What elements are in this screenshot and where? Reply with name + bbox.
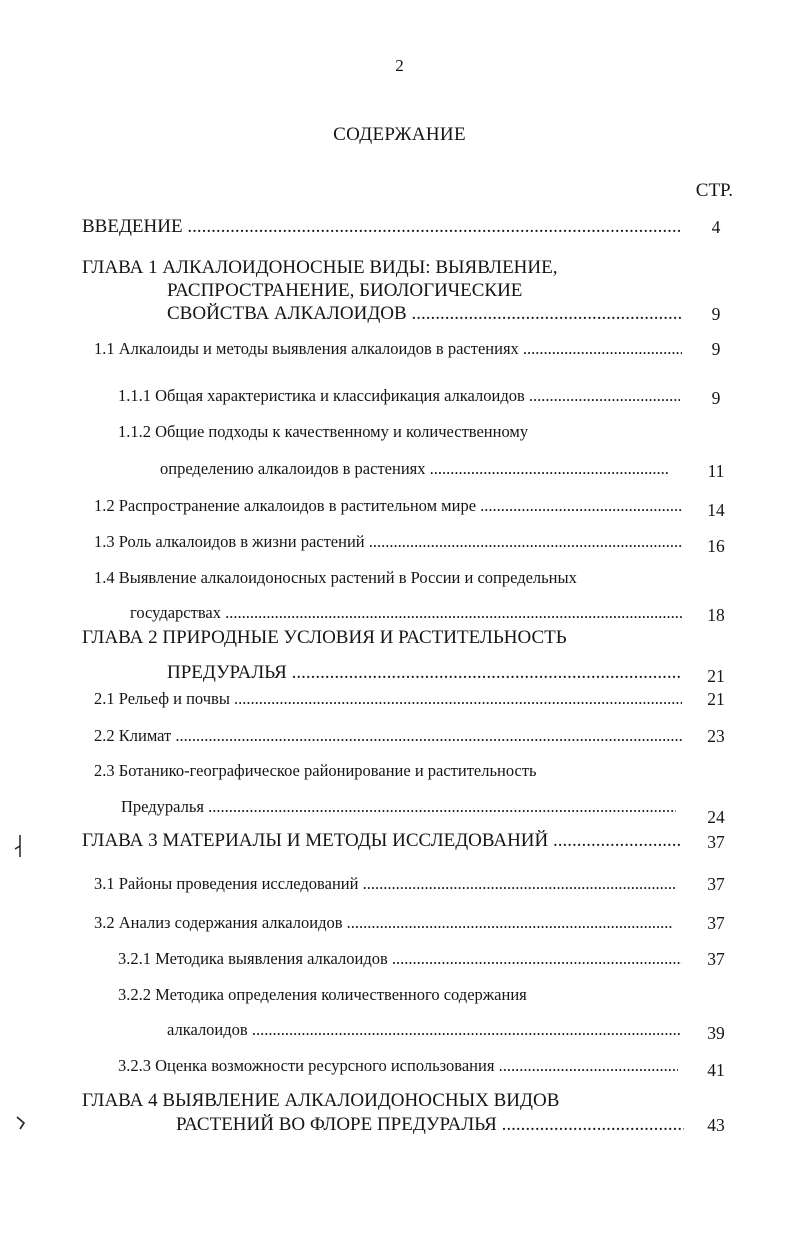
toc-page-number: 37 [707, 832, 725, 852]
toc-entry-3-1 [0, 873, 799, 903]
toc-page-number: 9 [711, 304, 721, 324]
toc-chapter-1-line-1: ГЛАВА 1 АЛКАЛОИДОНОСНЫЕ ВИДЫ: ВЫЯВЛЕНИЕ, [82, 257, 558, 278]
toc-entry-chapter-3 [0, 830, 799, 860]
margin-mark [14, 1114, 28, 1132]
toc-page-number: 11 [707, 461, 725, 481]
toc-entry-1-2 [0, 495, 799, 525]
toc-entry-text: 2.2 Климат ..... [94, 725, 682, 747]
toc-entry-text: 3.2 Анализ содержания алкалоидов ..... [94, 912, 672, 934]
toc-entry-text: государствах ..... [130, 602, 682, 624]
toc-entry-text: 3.2.1 Методика выявления алкалоидов ..... [118, 948, 682, 970]
toc-entry-2-3-line-1: 2.3 Ботанико-географическое районирование и растительность [94, 761, 537, 780]
toc-entry-3-2-3 [0, 1055, 799, 1085]
toc-page-number: 14 [707, 500, 725, 520]
toc-entry-chapter-4 [0, 1114, 799, 1144]
toc-entry-3-2-2-line-1: 3.2.2 Методика определения количественного содержания [118, 985, 527, 1004]
toc-page-number: 24 [707, 807, 725, 827]
toc-page-number: 37 [707, 949, 725, 969]
toc-entry-3-2-2 [0, 1019, 799, 1049]
toc-entry-text: ГЛАВА 3 МАТЕРИАЛЫ И МЕТОДЫ ИССЛЕДОВАНИЙ ..... [82, 830, 682, 852]
toc-page-number: 16 [707, 536, 725, 556]
toc-page-number: 37 [707, 913, 725, 933]
toc-page-number: 18 [707, 605, 725, 625]
toc-entry-chapter-1 [0, 303, 799, 333]
margin-mark [12, 833, 28, 859]
toc-page-number: 21 [707, 666, 725, 686]
toc-entry-1-1-1 [0, 385, 799, 415]
toc-entry-text: ВВЕДЕНИЕ ..... [82, 216, 682, 238]
toc-page-number: 41 [707, 1060, 725, 1080]
toc-entry-2-3 [0, 796, 799, 826]
toc-entry-1-1 [0, 338, 799, 368]
toc-entry-1-1-2 [0, 458, 799, 488]
toc-entry-text: СВОЙСТВА АЛКАЛОИДОВ ..... [167, 303, 682, 325]
toc-entry-3-2 [0, 912, 799, 942]
toc-entry-text: определению алкалоидов в растениях ..... [160, 458, 670, 480]
toc-entry-text: РАСТЕНИЙ ВО ФЛОРЕ ПРЕДУРАЛЬЯ ..... [176, 1114, 684, 1136]
toc-entry-text: 1.1 Алкалоиды и методы выявления алкалоидов в растениях ..... [94, 338, 682, 360]
page-column-header: СТР. [695, 180, 733, 201]
toc-entry-2-1 [0, 688, 799, 718]
toc-entry-1-1-2-line-1: 1.1.2 Общие подходы к качественному и количественному [118, 422, 529, 441]
toc-entry-text: ПРЕДУРАЛЬЯ ..... [167, 662, 682, 684]
toc-entry-text: 1.1.1 Общая характеристика и классификация алкалоидов ..... [118, 385, 680, 407]
toc-entry-text: 1.2 Распространение алкалоидов в растительном мире ..... [94, 495, 682, 517]
toc-entry-3-2-1 [0, 948, 799, 978]
toc-page-number: 39 [707, 1023, 725, 1043]
toc-entry-text: 2.1 Рельеф и почвы ..... [94, 688, 682, 710]
toc-page-number: 21 [707, 689, 725, 709]
toc-entry-text: алкалоидов ..... [167, 1019, 682, 1041]
page-title: СОДЕРЖАНИЕ [333, 124, 466, 145]
toc-entry-text: Предуралья ..... [121, 796, 676, 818]
toc-page-number: 37 [707, 874, 725, 894]
toc-entry-text: 3.1 Районы проведения исследований ..... [94, 873, 676, 895]
toc-entry-text: 3.2.3 Оценка возможности ресурсного использования ..... [118, 1055, 678, 1077]
toc-page-number: 43 [707, 1115, 725, 1135]
toc-entry-1-4-line-1: 1.4 Выявление алкалоидоносных растений в России и сопредельных [94, 568, 577, 587]
toc-entry-text: 1.3 Роль алкалоидов в жизни растений ..... [94, 531, 682, 553]
toc-entry-intro [0, 216, 799, 246]
toc-page-number: 9 [711, 339, 721, 359]
toc-page-number: 4 [711, 217, 721, 237]
toc-chapter-4-line-1: ГЛАВА 4 ВЫЯВЛЕНИЕ АЛКАЛОИДОНОСНЫХ ВИДОВ [82, 1090, 560, 1111]
page-number: 2 [395, 56, 404, 75]
toc-chapter-1-line-2: РАСПРОСТРАНЕНИЕ, БИОЛОГИЧЕСКИЕ [167, 280, 523, 301]
toc-page-number: 9 [711, 388, 721, 408]
toc-entry-2-2 [0, 725, 799, 755]
toc-chapter-2-line-1: ГЛАВА 2 ПРИРОДНЫЕ УСЛОВИЯ И РАСТИТЕЛЬНОСТЬ [82, 627, 567, 648]
toc-entry-1-3 [0, 531, 799, 561]
toc-page-number: 23 [707, 726, 725, 746]
